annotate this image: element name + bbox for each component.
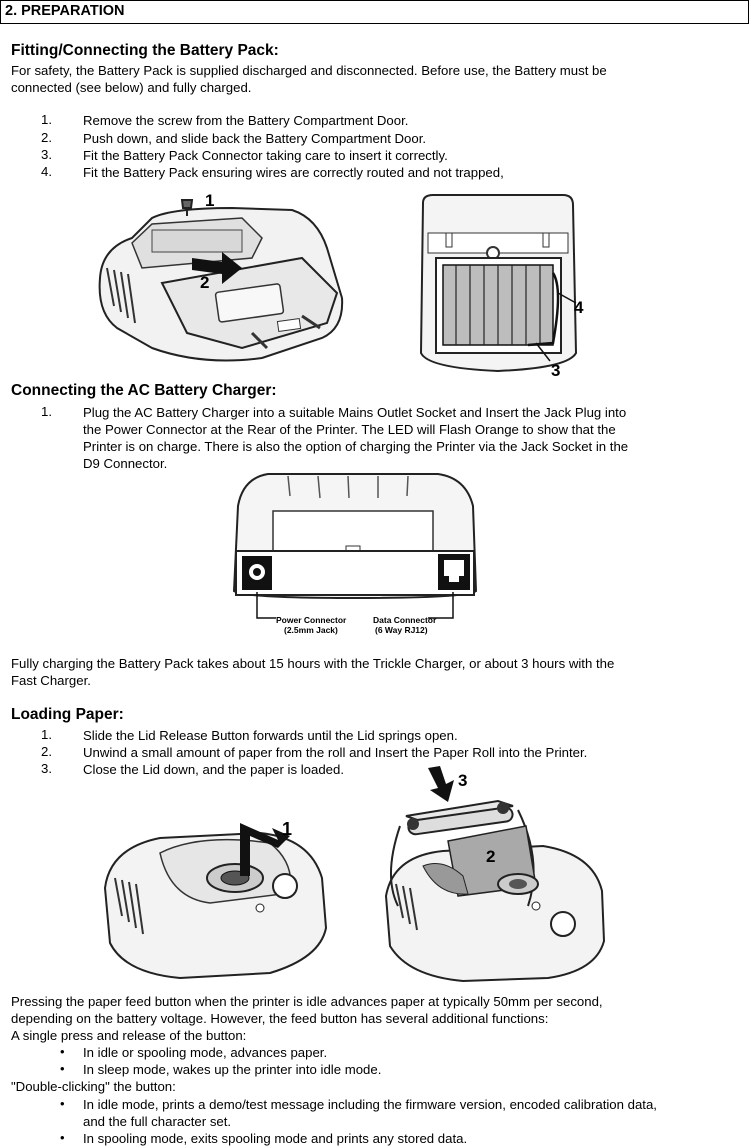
charger-heading: Connecting the AC Battery Charger:: [11, 382, 277, 399]
paper-step-text: Close the Lid down, and the paper is loaded.: [83, 762, 345, 777]
charger-step-line: D9 Connector.: [83, 456, 168, 471]
single-press-item: In sleep mode, wakes up the printer into idle mode.: [83, 1062, 382, 1077]
section-title: 2. PREPARATION: [5, 3, 125, 19]
battery-fig-label: 2: [200, 273, 210, 292]
paper-step-num: 2.: [41, 744, 52, 759]
bullet-icon: •: [60, 1130, 65, 1145]
feed-line-2: depending on the battery voltage. However, the feed button has several additional functions:: [11, 1011, 549, 1026]
battery-step-num: 3.: [41, 147, 52, 162]
battery-step-text: Remove the screw from the Battery Compartment Door.: [83, 113, 409, 128]
bullet-icon: •: [60, 1044, 65, 1059]
feed-line-3: A single press and release of the button:: [11, 1028, 247, 1043]
battery-intro-line-1: For safety, the Battery Pack is supplied discharged and disconnected. Before use, the Battery must be: [11, 63, 607, 78]
double-click-item-line-2: and the full character set.: [83, 1114, 232, 1129]
paper-fig-label: 2: [486, 847, 496, 866]
double-click-heading: "Double-clicking" the button:: [11, 1079, 176, 1094]
battery-fig-label: 4: [574, 298, 584, 317]
battery-intro-line-2: connected (see below) and fully charged.: [11, 80, 252, 95]
bullet-icon: •: [60, 1096, 65, 1111]
charger-step-line: Plug the AC Battery Charger into a suitable Mains Outlet Socket and Insert the Jack Plug into: [83, 405, 627, 420]
battery-fig-label: 3: [551, 361, 561, 378]
battery-compartment-illustration: [418, 193, 588, 378]
data-connector-label: Data Connector: [373, 615, 437, 625]
charger-step-line: Printer is on charge. There is also the option of charging the Printer via the Jack Socket in the: [83, 439, 629, 454]
battery-fig-label: 1: [205, 191, 215, 210]
charger-step-num: 1.: [41, 404, 52, 419]
charger-step-line: the Power Connector at the Rear of the Printer. The LED will Flash Orange to show that the: [83, 422, 616, 437]
paper-step-text: Slide the Lid Release Button forwards until the Lid springs open.: [83, 728, 458, 743]
data-connector-sublabel: (6 Way RJ12): [375, 625, 428, 635]
power-connector-label: Power Connector: [276, 615, 347, 625]
bullet-icon: •: [60, 1061, 65, 1076]
lid-release-illustration: [100, 808, 332, 984]
paper-step-num: 3.: [41, 761, 52, 776]
battery-step-text: Push down, and slide back the Battery Compartment Door.: [83, 131, 427, 146]
rear-connectors-illustration: [228, 466, 482, 640]
feed-line-1: Pressing the paper feed button when the printer is idle advances paper at typically 50mm per second,: [11, 994, 603, 1009]
single-press-item: In idle or spooling mode, advances paper.: [83, 1045, 328, 1060]
double-click-item-line-1: In spooling mode, exits spooling mode and prints any stored data.: [83, 1131, 468, 1146]
battery-heading: Fitting/Connecting the Battery Pack:: [11, 42, 279, 59]
paper-fig-label: 3: [458, 771, 468, 790]
battery-step-num: 2.: [41, 130, 52, 145]
battery-door-illustration: [92, 188, 348, 366]
paper-fig-label: 1: [282, 819, 293, 839]
battery-step-num: 4.: [41, 164, 52, 179]
paper-heading: Loading Paper:: [11, 706, 124, 723]
charge-time-line-2: Fast Charger.: [11, 673, 91, 688]
double-click-item-line-1: In idle mode, prints a demo/test message including the firmware version, encoded calibration data,: [83, 1097, 657, 1112]
battery-step-text: Fit the Battery Pack Connector taking care to insert it correctly.: [83, 148, 448, 163]
paper-step-text: Unwind a small amount of paper from the roll and Insert the Paper Roll into the Printer.: [83, 745, 588, 760]
power-connector-sublabel: (2.5mm Jack): [284, 625, 338, 635]
paper-step-num: 1.: [41, 727, 52, 742]
battery-step-num: 1.: [41, 112, 52, 127]
charge-time-line-1: Fully charging the Battery Pack takes about 15 hours with the Trickle Charger, or about 3 hours with the: [11, 656, 615, 671]
battery-step-text: Fit the Battery Pack ensuring wires are correctly routed and not trapped,: [83, 165, 504, 180]
paper-roll-illustration: [378, 766, 608, 984]
